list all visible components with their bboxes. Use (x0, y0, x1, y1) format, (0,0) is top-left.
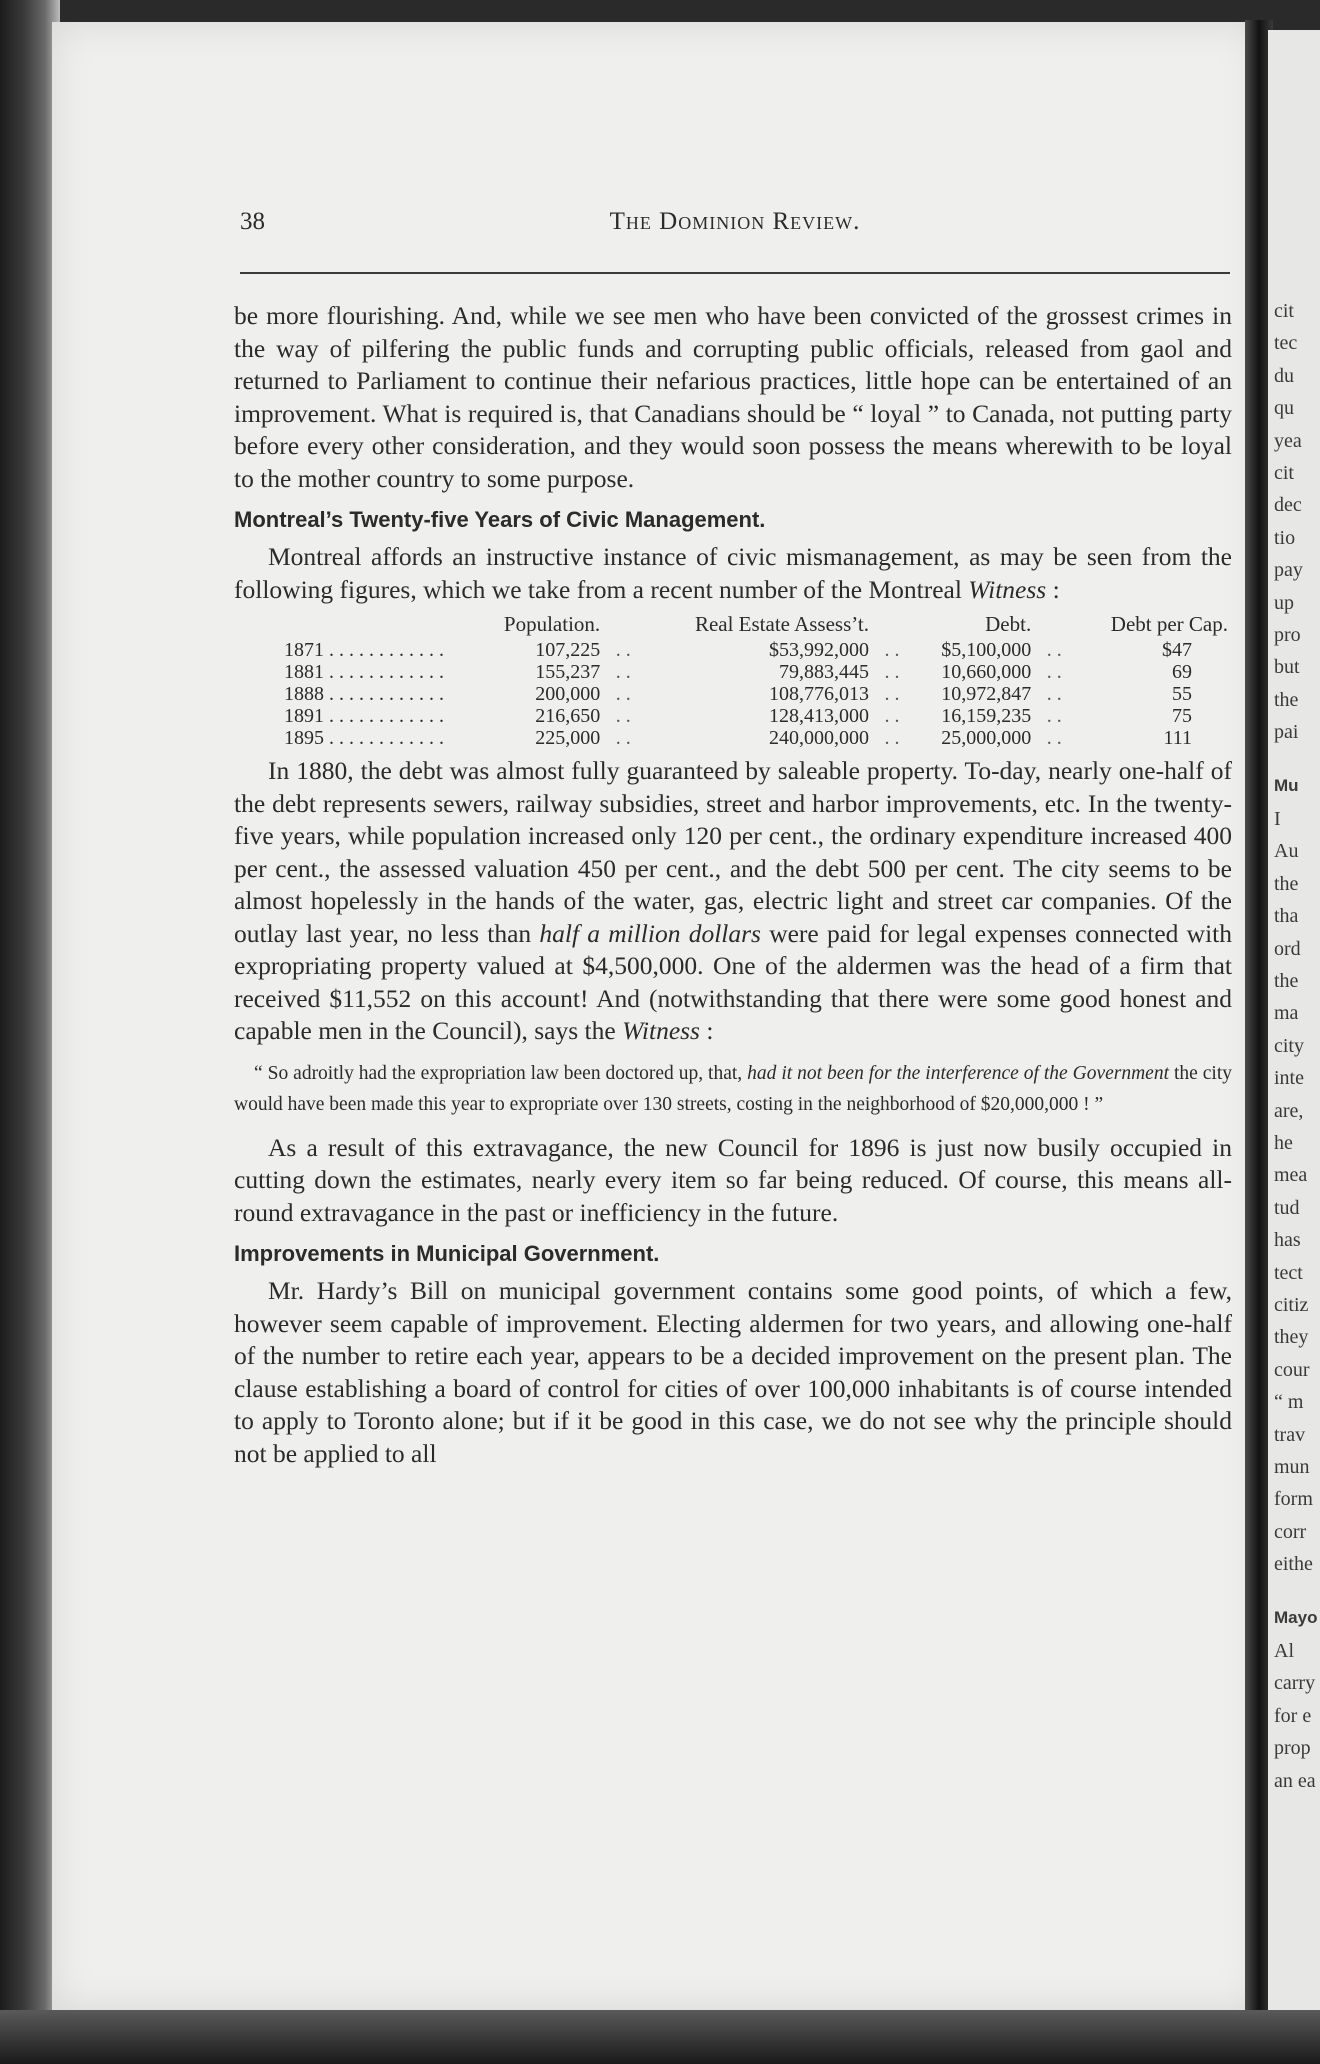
facing-page-text-fragment: Au (1274, 840, 1299, 863)
article-body (234, 300, 1232, 1470)
facing-page-text-fragment: mun (1274, 1456, 1310, 1478)
section-heading-montreal: Montreal’s Twenty-five Years of Civic Management. (234, 507, 766, 532)
intro-paragraph: be more flourishing. And, while we see men who have been convicted of the grossest crimes in the way of pilfering the public funds and corrupting public officials, released from gaol and returned to Parliament to continue their nefarious practices, little hope can be entertained of an improvement. What is required is, that Canadians should be “ loyal ” to Canada, not putting party before every other consideration, and they would soon possess the means wherewith to be loyal to the mother country to some purpose. (234, 301, 1232, 493)
debt-analysis-text-cont: were paid for legal expenses connected with expropriating property valued at $4,500,000. One of the aldermen was the head of a firm that received $11,552 on this account! And (notwithstanding that there were some good honest and capable men in the Council), says the (234, 918, 1232, 1045)
facing-page-text-fragment: inte (1274, 1067, 1304, 1090)
per-cap-cell: 69 (1172, 661, 1192, 683)
separator-dots: . . (884, 639, 900, 661)
facing-page-text-fragment: an ea (1274, 1769, 1316, 1792)
table-header-row (234, 612, 1232, 639)
facing-page-text-fragment: they (1274, 1326, 1309, 1349)
facing-page-text-fragment: du (1274, 364, 1294, 387)
assessment-cell: $53,992,000 (768, 639, 869, 661)
facing-page-text-fragment: the (1274, 688, 1299, 711)
facing-page-text-fragment: up (1274, 591, 1294, 614)
column-header-spacer (604, 612, 642, 639)
table-row (234, 683, 1232, 705)
per-cap-cell: 111 (1163, 727, 1192, 749)
debt-cell: 10,972,847 (941, 683, 1032, 705)
assessment-cell: 128,413,000 (768, 705, 869, 727)
per-cap-cell: 55 (1172, 683, 1192, 705)
facing-page-text-fragment: ord (1274, 937, 1301, 960)
table-row (234, 661, 1232, 683)
column-header-spacer (1035, 612, 1073, 639)
debt-analysis-paragraph (234, 755, 1232, 1048)
separator-dots: . . (1046, 705, 1062, 727)
facing-page-text-fragment: trav (1274, 1423, 1306, 1446)
facing-page-text-fragment: I (1274, 808, 1281, 830)
civic-statistics-table (234, 612, 1232, 749)
year-cell: 1881 . . . . . . . . . . . . (284, 661, 444, 683)
column-header-per-cap: Debt per Cap. (1110, 612, 1228, 636)
hardy-bill-paragraph: Mr. Hardy’s Bill on municipal government contains some good points, of which a few, however seem capable of improvement. Electing aldermen for two years, and allowing one-half of the number to retire each year, appears to be a decided improvement on the present plan. The clause establishing a board of control for cities of over 100,000 inhabitants is of course intended to apply to Toronto alone; but if it be good in this case, we do not see why the principle should not be applied to all (234, 1276, 1232, 1468)
scan-left-edge (0, 0, 60, 2064)
debt-analysis-colon: : (699, 1016, 714, 1045)
running-title: The Dominion Review. (609, 208, 861, 235)
section-heading-improvements: Improvements in Municipal Government. (234, 1241, 660, 1266)
population-cell: 225,000 (535, 727, 601, 749)
facing-page-text-fragment: cour (1274, 1358, 1310, 1381)
witness-italic: Witness (968, 574, 1047, 604)
facing-page-text-fragment: yea (1274, 429, 1302, 452)
montreal-intro-colon: : (1046, 574, 1060, 604)
separator-dots: . . (615, 683, 631, 705)
facing-page-text-fragment: citiz (1274, 1294, 1309, 1316)
debt-cell: $5,100,000 (941, 639, 1032, 661)
column-header-assessment: Real Estate Assess’t. (694, 612, 869, 636)
quote-text: “ So adroitly had the expropriation law been doctored up, that, (254, 1062, 748, 1084)
separator-dots: . . (615, 705, 631, 727)
facing-page-text-fragment: for e (1274, 1704, 1312, 1727)
per-cap-cell: $47 (1162, 639, 1192, 661)
per-cap-cell: 75 (1172, 705, 1192, 727)
witness-italic: Witness (622, 1016, 700, 1045)
separator-dots: . . (1046, 661, 1062, 683)
header-rule (240, 272, 1230, 274)
facing-page-text-fragment: cit (1274, 300, 1294, 322)
population-cell: 107,225 (535, 639, 601, 661)
facing-page-text-fragment: mea (1274, 1164, 1308, 1187)
separator-dots: . . (615, 661, 631, 683)
quote-italic: had it not been for the interference of the Government (747, 1062, 1170, 1084)
table-row (234, 727, 1232, 749)
witness-quote (234, 1058, 1232, 1120)
separator-dots: . . (884, 661, 900, 683)
facing-page-text-fragment: tec (1274, 332, 1298, 355)
column-header (234, 612, 472, 639)
facing-page-text-fragment: Mu (1274, 775, 1299, 795)
table-row (234, 705, 1232, 727)
facing-page-text-fragment: carry (1274, 1672, 1316, 1695)
facing-page-fragment (1268, 30, 1320, 2015)
facing-page-text-fragment: are, (1274, 1099, 1304, 1122)
quote-text-cont: the city would have been made this year to expropriate over 130 streets, costing in the neighborhood of $20,000,000 ! ” (234, 1062, 1232, 1115)
facing-page-text-fragment: qu (1274, 397, 1294, 420)
extravagance-paragraph: As a result of this extravagance, the new Council for 1896 is just now busily occupied in cutting down the estimates, nearly every item so far being reduced. Of course, this means all-round extravagance in the past or inefficiency in the future. (234, 1132, 1232, 1227)
facing-page-text-fragment: dec (1274, 494, 1302, 517)
assessment-cell: 240,000,000 (768, 727, 869, 749)
separator-dots: . . (615, 727, 631, 749)
population-cell: 155,237 (535, 661, 601, 683)
assessment-cell: 79,883,445 (778, 661, 869, 683)
separator-dots: . . (884, 705, 900, 727)
facing-page-text-fragment: form (1274, 1488, 1313, 1511)
facing-page-text-fragment: has (1274, 1229, 1301, 1252)
separator-dots: . . (884, 683, 900, 705)
year-cell: 1888 . . . . . . . . . . . . (284, 683, 444, 705)
separator-dots: . . (1046, 639, 1062, 661)
separator-dots: . . (615, 639, 631, 661)
facing-page-text-fragment: Mayo (1274, 1607, 1318, 1627)
montreal-intro-text: Montreal affords an instructive instance of civic mismanagement, as may be seen from the following figures, which we take from a recent number of the Montreal (234, 542, 1232, 604)
column-header-spacer (873, 612, 911, 639)
facing-page-text-fragment: but (1274, 656, 1300, 679)
facing-page-text-fragment: “ m (1274, 1391, 1304, 1414)
montreal-intro-paragraph (234, 541, 1232, 606)
population-cell: 200,000 (535, 683, 601, 705)
column-header-debt: Debt. (985, 612, 1032, 636)
facing-page-text-fragment: pai (1274, 721, 1299, 744)
facing-page-text-fragment: tio (1274, 526, 1296, 549)
debt-cell: 25,000,000 (941, 727, 1032, 749)
separator-dots: . . (1046, 683, 1062, 705)
separator-dots: . . (1046, 727, 1062, 749)
page-number: 38 (240, 208, 265, 235)
page-header (240, 208, 1230, 248)
facing-page-text-fragment: tect (1274, 1261, 1303, 1284)
facing-page-text-fragment: eithe (1274, 1553, 1313, 1576)
debt-cell: 10,660,000 (941, 661, 1032, 683)
facing-page-text-fragment: Al (1274, 1640, 1294, 1662)
debt-cell: 16,159,235 (941, 705, 1032, 727)
facing-page-text-fragment: corr (1274, 1520, 1307, 1543)
year-cell: 1891 . . . . . . . . . . . . (284, 705, 444, 727)
facing-page-text-fragment: pay (1274, 559, 1303, 582)
separator-dots: . . (884, 727, 900, 749)
column-header-population: Population. (503, 612, 601, 636)
facing-page-text-fragment: pro (1274, 624, 1301, 646)
facing-page-text-fragment: tha (1274, 905, 1299, 928)
debt-analysis-text: In 1880, the debt was almost fully guaranteed by saleable property. To-day, nearly one-half of the debt represents sewers, railway subsidies, street and harbor improvements, etc. In the twenty-five years, while population increased only 120 per cent., the ordinary expenditure increased 400 per cent., the assessed valuation 450 per cent., and the debt 500 per cent. The city seems to be almost hopelessly in the hands of the water, gas, electric light and street car companies. Of the outlay last year, no less than (234, 756, 1232, 948)
year-cell: 1871 . . . . . . . . . . . . (284, 639, 444, 661)
facing-page-text-fragment: the (1274, 970, 1299, 992)
assessment-cell: 108,776,013 (768, 683, 869, 705)
facing-page-text-fragment: prop (1274, 1737, 1311, 1760)
half-million-italic: half a million dollars (539, 918, 761, 948)
facing-page-text-fragment: cit (1274, 462, 1294, 484)
facing-page-text-fragment: the (1274, 872, 1299, 895)
population-cell: 216,650 (535, 705, 601, 727)
facing-page-text-fragment: ma (1274, 1002, 1299, 1025)
facing-page-text-fragment: tud (1274, 1196, 1300, 1219)
facing-page-text-fragment: he (1274, 1132, 1293, 1154)
year-cell: 1895 . . . . . . . . . . . . (284, 727, 444, 749)
table-row (234, 639, 1232, 661)
facing-page-text-fragment: city (1274, 1034, 1304, 1057)
scan-bottom-edge (0, 2010, 1320, 2064)
